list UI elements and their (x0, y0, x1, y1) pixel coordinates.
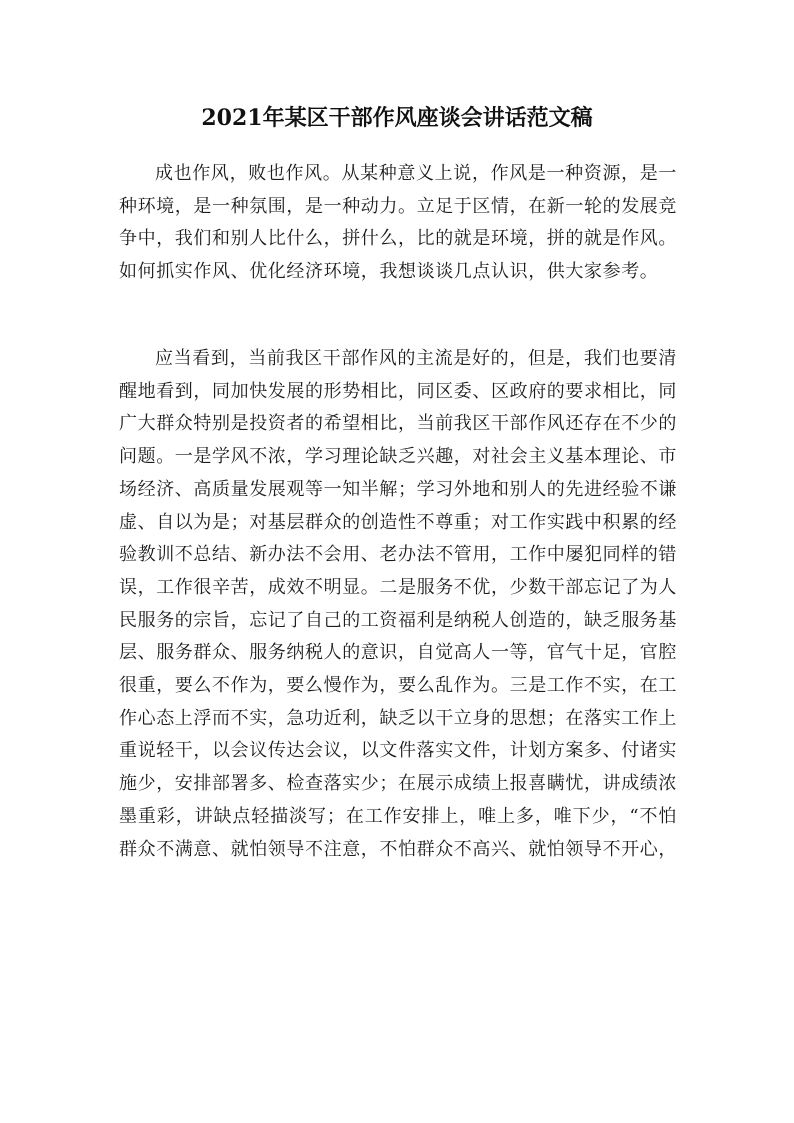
paragraph-1: 成也作风，败也作风。从某种意义上说，作风是一种资源，是一种环境，是一种氛围，是一种动力。立足于区情，在新一轮的发展竞争中，我们和别人比什么，拼什么，比的就是环境，拼的就是作风。如何抓实作风、优化经济环境，我想谈谈几点认识，供大家参考。 (119, 163, 677, 283)
document-title: 2021年某区干部作风座谈会讲话范文稿 (201, 105, 593, 131)
paragraph-2: 应当看到，当前我区干部作风的主流是好的，但是，我们也要清醒地看到，同加快发展的形势相比，同区委、区政府的要求相比，同广大群众特别是投资者的希望相比，当前我区干部作风还存在不少的问题。一是学风不浓，学习理论缺乏兴趣，对社会主义基本理论、市场经济、高质量发展观等一知半解；学习外地和别人的先进经验不谦虚、自以为是；对基层群众的创造性不尊重；对工作实践中积累的经验教训不总结、新办法不会用、老办法不管用，工作中屡犯同样的错误，工作很辛苦，成效不明显。二是服务不优，少数干部忘记了为人民服务的宗旨，忘记了自己的工资福利是纳税人创造的，缺乏服务基层、服务群众、服务纳税人的意识，自觉高人一等，官气十足，官腔很重，要么不作为，要么慢作为，要么乱作为。三是工作不实，在工作心态上浮而不实，急功近利，缺乏以干立身的思想；在落实工作上重说轻干，以会议传达会议，以文件落实文件，计划方案多、付诸实施少，安排部署多、检查落实少；在展示成绩上报喜瞒忧，讲成绩浓墨重彩，讲缺点轻描淡写；在工作安排上，唯上多，唯下少，“不怕群众不满意、就怕领导不注意，不怕群众不高兴、就怕领导不开心， (119, 348, 677, 860)
